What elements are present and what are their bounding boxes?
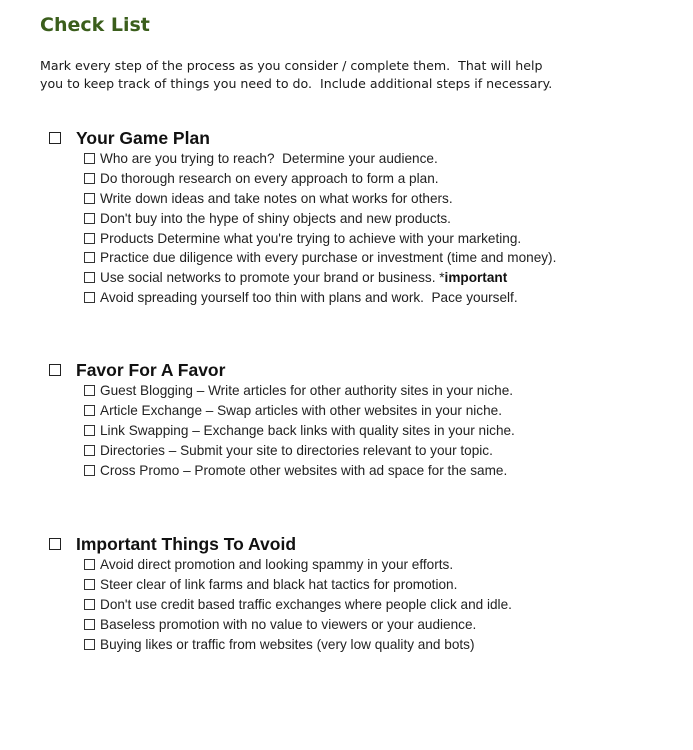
checklist-item — [84, 169, 556, 189]
item-checkbox[interactable] — [84, 425, 95, 436]
checklist-item — [84, 189, 556, 209]
item-text: Baseless promotion with no value to viewers or your audience. — [100, 616, 477, 632]
checklist-item — [84, 440, 515, 460]
checklist-item — [84, 460, 515, 480]
item-label — [100, 617, 476, 632]
item-checkbox[interactable] — [84, 619, 95, 630]
item-text: Do thorough research on every approach to form a plan. — [100, 171, 439, 187]
section-items — [84, 381, 515, 480]
item-text: Write down ideas and take notes on what works for others. — [100, 190, 453, 206]
item-checkbox[interactable] — [84, 465, 95, 476]
item-label — [100, 443, 493, 458]
item-checkbox[interactable] — [84, 405, 95, 416]
item-label — [100, 270, 507, 285]
item-label — [100, 250, 556, 265]
item-text: Avoid direct promotion and looking spammy in your efforts. — [100, 557, 454, 573]
checklist-item — [84, 614, 512, 634]
item-checkbox[interactable] — [84, 193, 95, 204]
page-title: Check List — [40, 14, 150, 36]
checklist-item — [84, 381, 515, 401]
item-text: Cross Promo – Promote other websites with ad space for the same. — [100, 462, 508, 478]
item-text: Steer clear of link farms and black hat tactics for promotion. — [100, 577, 458, 593]
intro-paragraph: Mark every step of the process as you consider / complete them. That will help you to keep track of things you need to do. Include additional steps if necessary. — [40, 58, 553, 91]
item-label — [100, 463, 507, 478]
checklist-item — [84, 421, 515, 441]
item-text: Don't buy into the hype of shiny objects and new products. — [100, 210, 451, 226]
section-header — [49, 533, 296, 555]
section-items — [84, 555, 512, 654]
item-checkbox[interactable] — [84, 599, 95, 610]
item-label — [100, 383, 513, 398]
item-checkbox[interactable] — [84, 445, 95, 456]
item-label — [100, 637, 474, 652]
item-label — [100, 231, 521, 246]
section-title: Favor For A Favor — [76, 359, 226, 380]
item-label — [100, 423, 515, 438]
item-checkbox[interactable] — [84, 252, 95, 263]
item-label — [100, 597, 512, 612]
item-text: Practice due diligence with every purchase or investment (time and money). — [100, 250, 557, 266]
checklist-item — [84, 288, 556, 308]
item-checkbox[interactable] — [84, 385, 95, 396]
item-label — [100, 211, 451, 226]
checklist-item — [84, 268, 556, 288]
item-text: Use social networks to promote your brand or business. * — [100, 270, 445, 286]
item-checkbox[interactable] — [84, 559, 95, 570]
item-text: Don't use credit based traffic exchanges where people click and idle. — [100, 596, 512, 612]
item-checkbox[interactable] — [84, 639, 95, 650]
item-checkbox[interactable] — [84, 213, 95, 224]
item-label — [100, 290, 518, 305]
item-text: Buying likes or traffic from websites (very low quality and bots) — [100, 636, 475, 652]
item-text: Directories – Submit your site to directories relevant to your topic. — [100, 442, 493, 458]
item-label — [100, 151, 438, 166]
section-checkbox[interactable] — [49, 538, 61, 550]
checklist-item — [84, 634, 512, 654]
item-checkbox[interactable] — [84, 233, 95, 244]
checklist-item — [84, 401, 515, 421]
item-label — [100, 191, 453, 206]
item-checkbox[interactable] — [84, 292, 95, 303]
item-checkbox[interactable] — [84, 173, 95, 184]
item-label — [100, 403, 502, 418]
checklist-item — [84, 555, 512, 575]
section-items — [84, 149, 556, 307]
checklist-item — [84, 208, 556, 228]
item-text: Who are you trying to reach? Determine your audience. — [100, 151, 438, 167]
section-header — [49, 127, 210, 149]
item-label — [100, 557, 453, 572]
section-title: Your Game Plan — [76, 127, 210, 148]
checklist-item — [84, 149, 556, 169]
item-emphasis: important — [444, 270, 508, 286]
item-label — [100, 171, 439, 186]
checklist-item — [84, 248, 556, 268]
item-text: Article Exchange – Swap articles with other websites in your niche. — [100, 403, 502, 419]
section-title: Important Things To Avoid — [76, 533, 297, 554]
section-header — [49, 359, 225, 381]
item-text: Avoid spreading yourself too thin with plans and work. Pace yourself. — [100, 289, 518, 305]
item-checkbox[interactable] — [84, 579, 95, 590]
checklist-item — [84, 575, 512, 595]
item-text: Products Determine what you're trying to achieve with your marketing. — [100, 230, 522, 246]
item-text: Guest Blogging – Write articles for other authority sites in your niche. — [100, 383, 514, 399]
item-checkbox[interactable] — [84, 153, 95, 164]
section-checkbox[interactable] — [49, 364, 61, 376]
checklist-item — [84, 595, 512, 615]
checklist-item — [84, 228, 556, 248]
section-checkbox[interactable] — [49, 132, 61, 144]
item-checkbox[interactable] — [84, 272, 95, 283]
item-label — [100, 577, 457, 592]
item-text: Link Swapping – Exchange back links with quality sites in your niche. — [100, 422, 515, 438]
